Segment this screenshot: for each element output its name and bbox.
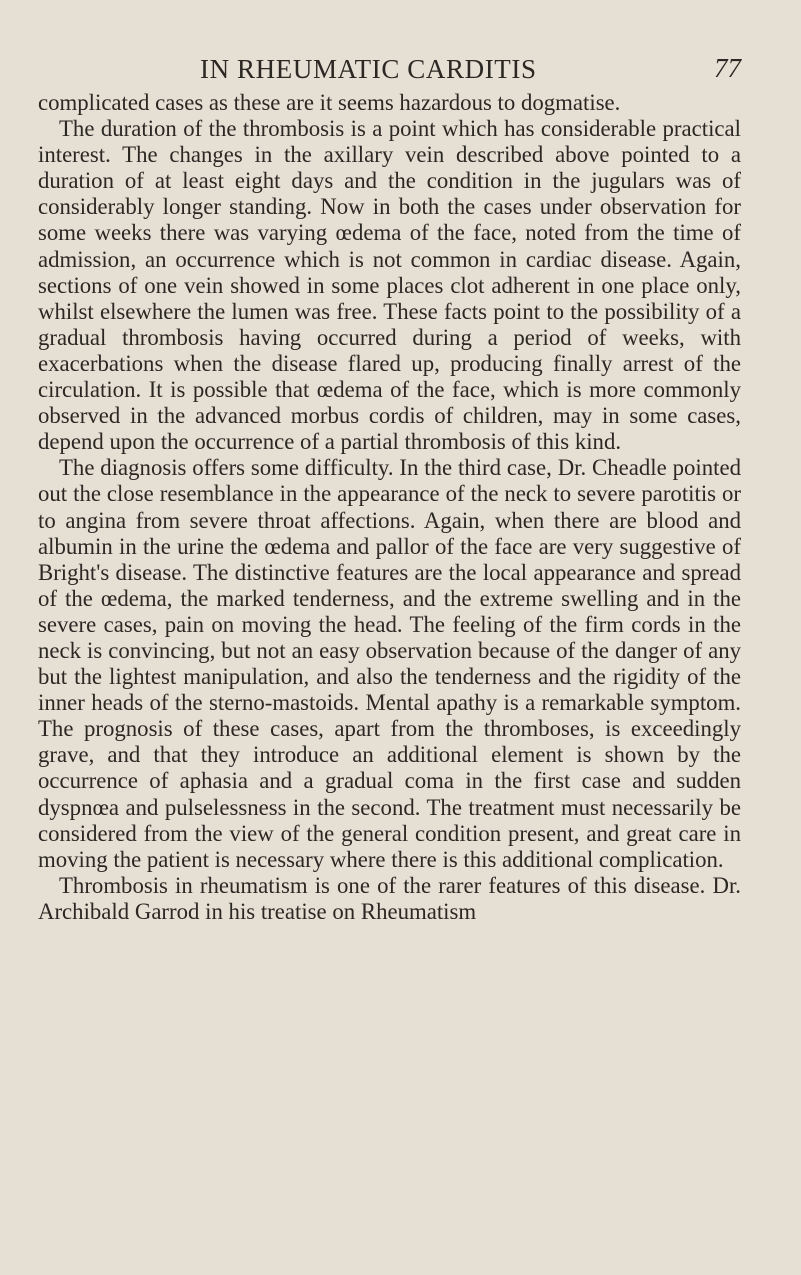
paragraph-thrombosis-duration: The duration of the thrombosis is a point which has considerable practical interest. The changes in the axillary vein described above pointed to a duration of at least eight days and the condition in the jugulars was of considerably longer standing. Now in both the cases under observation for some weeks there was varying œdema of the face, noted from the time of admission, an occurrence which is not common in cardiac disease. Again, sections of one vein showed in some places clot adherent in one place only, whilst elsewhere the lumen was free. These facts point to the possibility of a gradual thrombosis having occurred during a period of weeks, with exacerbations when the disease flared up, producing finally arrest of the circulation. It is possible that œdema of the face, which is more commonly observed in the advanced morbus cordis of children, may in some cases, depend upon the occurrence of a partial thrombosis of this kind. xyxy=(38,116,741,455)
running-head xyxy=(38,48,741,90)
paragraph-diagnosis: The diagnosis offers some difficulty. In the third case, Dr. Cheadle pointed out the close resemblance in the appearance of the neck to severe parotitis or to angina from severe throat affections. Again, when there are blood and albumin in the urine the œdema and pallor of the face are very suggestive of Bright's disease. The distinctive features are the local appearance and spread of the œdema, the marked tenderness, and the extreme swelling and in the severe cases, pain on moving the head. The feeling of the firm cords in the neck is convincing, but not an easy observation because of the danger of any but the lightest manipulation, and also the tenderness and the rigidity of the inner heads of the sterno-mastoids. Mental apathy is a remarkable symptom. The prognosis of these cases, apart from the thromboses, is exceedingly grave, and that they introduce an additional element is shown by the occurrence of aphasia and a gradual coma in the first case and sudden dyspnœa and pulselessness in the second. The treatment must necessarily be considered from the view of the general condition present, and great care in moving the patient is necessary where there is this additional complication. xyxy=(38,455,741,872)
body-text xyxy=(38,90,741,925)
page-number: 77 xyxy=(714,53,741,83)
paragraph-thrombosis-rheumatism: Thrombosis in rheumatism is one of the rarer features of this disease. Dr. Archibald Garrod in his treatise on Rheumatism xyxy=(38,872,741,924)
header-title: IN RHEUMATIC CARDITIS xyxy=(200,54,537,84)
paragraph-continued: complicated cases as these are it seems hazardous to dogmatise. xyxy=(38,90,621,115)
